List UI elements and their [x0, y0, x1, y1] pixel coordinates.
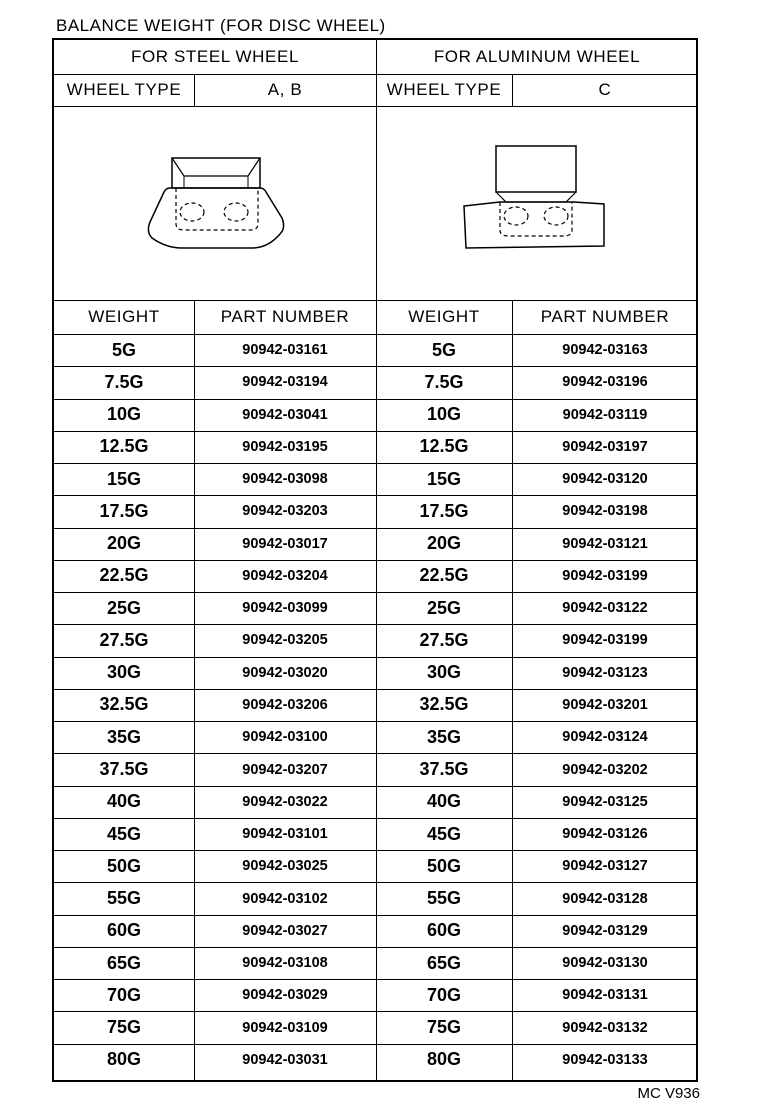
- aluminum-weight-cell: 5G: [431, 339, 456, 360]
- steel-weight-cell: 65G: [106, 952, 142, 973]
- steel-part-number-cell: 90942-03020: [242, 664, 328, 681]
- steel-weight-cell: 50G: [106, 855, 142, 876]
- steel-weight-cell: 20G: [106, 533, 142, 554]
- aluminum-weight-cell: 40G: [426, 791, 462, 812]
- steel-weight-cell: 12.5G: [99, 436, 149, 457]
- aluminum-part-number-cell: 90942-03120: [562, 471, 648, 488]
- grid-line: [54, 979, 698, 980]
- grid-line: [54, 495, 698, 496]
- steel-wheel-type-value: A, B: [267, 80, 303, 99]
- aluminum-weight-cell: 45G: [426, 823, 462, 844]
- aluminum-weight-cell: 32.5G: [419, 694, 469, 715]
- aluminum-weight-cell: 12.5G: [419, 436, 469, 457]
- aluminum-part-number-cell: 90942-03133: [562, 1051, 648, 1068]
- steel-weight-cell: 7.5G: [104, 371, 144, 392]
- steel-weight-cell: 10G: [106, 404, 142, 425]
- steel-part-number-cell: 90942-03194: [242, 374, 328, 391]
- grid-line: [54, 528, 698, 529]
- grid-line: [54, 786, 698, 787]
- aluminum-part-number-cell: 90942-03197: [562, 438, 648, 455]
- steel-part-number-cell: 90942-03109: [242, 1019, 328, 1036]
- aluminum-part-number-column-header: PART NUMBER: [540, 307, 670, 326]
- aluminum-part-number-cell: 90942-03122: [562, 600, 648, 617]
- aluminum-part-number-cell: 90942-03129: [562, 922, 648, 939]
- aluminum-part-number-cell: 90942-03199: [562, 567, 648, 584]
- aluminum-part-number-cell: 90942-03124: [562, 729, 648, 746]
- steel-part-number-cell: 90942-03041: [242, 406, 328, 423]
- grid-line: [54, 753, 698, 754]
- aluminum-part-number-cell: 90942-03128: [562, 890, 648, 907]
- aluminum-part-number-cell: 90942-03121: [562, 535, 648, 552]
- steel-part-number-cell: 90942-03207: [242, 761, 328, 778]
- grid-line: [54, 882, 698, 883]
- grid-line: [54, 689, 698, 690]
- steel-part-number-cell: 90942-03100: [242, 729, 328, 746]
- aluminum-weight-cell: 30G: [426, 662, 462, 683]
- steel-weight-cell: 17.5G: [99, 500, 149, 521]
- steel-part-number-cell: 90942-03027: [242, 922, 328, 939]
- aluminum-weight-column-header: WEIGHT: [408, 307, 480, 326]
- steel-weight-illustration: [142, 158, 292, 250]
- aluminum-weight-cell: 80G: [426, 1049, 462, 1070]
- steel-weight-cell: 32.5G: [99, 694, 149, 715]
- grid-line: [54, 560, 698, 561]
- aluminum-part-number-cell: 90942-03198: [562, 503, 648, 520]
- aluminum-part-number-cell: 90942-03127: [562, 858, 648, 875]
- aluminum-weight-cell: 10G: [426, 404, 462, 425]
- aluminum-part-number-cell: 90942-03132: [562, 1019, 648, 1036]
- steel-weight-cell: 22.5G: [99, 565, 149, 586]
- grid-line: [54, 431, 698, 432]
- steel-weight-cell: 30G: [106, 662, 142, 683]
- steel-weight-cell: 27.5G: [99, 629, 149, 650]
- aluminum-weight-cell: 27.5G: [419, 629, 469, 650]
- aluminum-weight-cell: 60G: [426, 920, 462, 941]
- aluminum-weight-cell: 65G: [426, 952, 462, 973]
- aluminum-part-number-cell: 90942-03202: [562, 761, 648, 778]
- grid-line: [54, 592, 698, 593]
- aluminum-part-number-cell: 90942-03126: [562, 826, 648, 843]
- steel-weight-cell: 45G: [106, 823, 142, 844]
- aluminum-weight-cell: 50G: [426, 855, 462, 876]
- steel-part-number-cell: 90942-03195: [242, 438, 328, 455]
- steel-wheel-type-label: WHEEL TYPE: [66, 80, 182, 99]
- aluminum-part-number-cell: 90942-03163: [562, 342, 648, 359]
- steel-weight-cell: 70G: [106, 984, 142, 1005]
- aluminum-weight-illustration: [464, 146, 610, 250]
- steel-part-number-cell: 90942-03098: [242, 471, 328, 488]
- steel-weight-cell: 80G: [106, 1049, 142, 1070]
- aluminum-weight-cell: 15G: [426, 468, 462, 489]
- grid-line: [54, 366, 698, 367]
- steel-weight-column-header: WEIGHT: [88, 307, 160, 326]
- grid-line: [54, 850, 698, 851]
- aluminum-weight-cell: 35G: [426, 726, 462, 747]
- steel-part-number-cell: 90942-03108: [242, 955, 328, 972]
- steel-part-number-cell: 90942-03102: [242, 890, 328, 907]
- steel-weight-cell: 40G: [106, 791, 142, 812]
- steel-weight-cell: 37.5G: [99, 759, 149, 779]
- steel-part-number-cell: 90942-03205: [242, 632, 328, 649]
- steel-part-number-cell: 90942-03031: [242, 1051, 328, 1068]
- grid-line: [54, 915, 698, 916]
- aluminum-weight-cell: 70G: [426, 984, 462, 1005]
- steel-weight-cell: 55G: [106, 888, 142, 909]
- aluminum-part-number-cell: 90942-03131: [562, 987, 648, 1004]
- figure-code: MC V936: [637, 1085, 700, 1102]
- steel-weight-cell: 35G: [106, 726, 142, 747]
- steel-part-number-cell: 90942-03101: [242, 826, 328, 843]
- grid-line: [54, 463, 698, 464]
- grid-line: [54, 947, 698, 948]
- steel-part-number-column-header: PART NUMBER: [220, 307, 350, 326]
- steel-part-number-cell: 90942-03206: [242, 696, 328, 713]
- aluminum-part-number-cell: 90942-03196: [562, 374, 648, 391]
- aluminum-part-number-cell: 90942-03119: [562, 406, 648, 423]
- steel-weight-cell: 60G: [106, 920, 142, 941]
- aluminum-part-number-cell: 90942-03125: [562, 793, 648, 810]
- aluminum-weight-cell: 25G: [426, 597, 462, 618]
- aluminum-wheel-type-value: C: [598, 80, 612, 99]
- grid-line: [54, 657, 698, 658]
- steel-part-number-cell: 90942-03029: [242, 987, 328, 1004]
- grid-line: [54, 399, 698, 400]
- steel-wheel-header: FOR STEEL WHEEL: [130, 47, 299, 66]
- grid-line: [54, 721, 698, 722]
- aluminum-weight-cell: 55G: [426, 888, 462, 909]
- grid-line: [54, 818, 698, 819]
- aluminum-part-number-cell: 90942-03199: [562, 632, 648, 649]
- aluminum-weight-cell: 20G: [426, 533, 462, 554]
- steel-part-number-cell: 90942-03204: [242, 567, 328, 584]
- steel-part-number-cell: 90942-03017: [242, 535, 328, 552]
- steel-part-number-cell: 90942-03099: [242, 600, 328, 617]
- aluminum-weight-cell: 7.5G: [424, 371, 464, 392]
- steel-part-number-cell: 90942-03025: [242, 858, 328, 875]
- aluminum-weight-cell: 17.5G: [419, 500, 469, 521]
- aluminum-wheel-type-label: WHEEL TYPE: [386, 80, 502, 99]
- grid-line: [54, 624, 698, 625]
- steel-weight-cell: 15G: [106, 468, 142, 489]
- steel-part-number-cell: 90942-03203: [242, 503, 328, 520]
- aluminum-weight-cell: 37.5G: [419, 759, 469, 779]
- steel-weight-cell: 75G: [106, 1017, 142, 1038]
- aluminum-wheel-header: FOR ALUMINUM WHEEL: [433, 47, 641, 66]
- grid-line: [54, 1011, 698, 1012]
- balance-weight-table: [52, 38, 698, 1082]
- aluminum-weight-cell: 75G: [426, 1017, 462, 1038]
- aluminum-part-number-cell: 90942-03201: [562, 696, 648, 713]
- steel-part-number-cell: 90942-03022: [242, 793, 328, 810]
- grid-line: [194, 74, 195, 106]
- grid-line: [54, 1044, 698, 1045]
- grid-line: [512, 74, 513, 106]
- aluminum-weight-cell: 22.5G: [419, 565, 469, 586]
- steel-weight-cell: 25G: [106, 597, 142, 618]
- page-title: BALANCE WEIGHT (FOR DISC WHEEL): [56, 16, 386, 35]
- aluminum-part-number-cell: 90942-03123: [562, 664, 648, 681]
- steel-weight-cell: 5G: [111, 339, 136, 360]
- aluminum-part-number-cell: 90942-03130: [562, 955, 648, 972]
- steel-part-number-cell: 90942-03161: [242, 342, 328, 359]
